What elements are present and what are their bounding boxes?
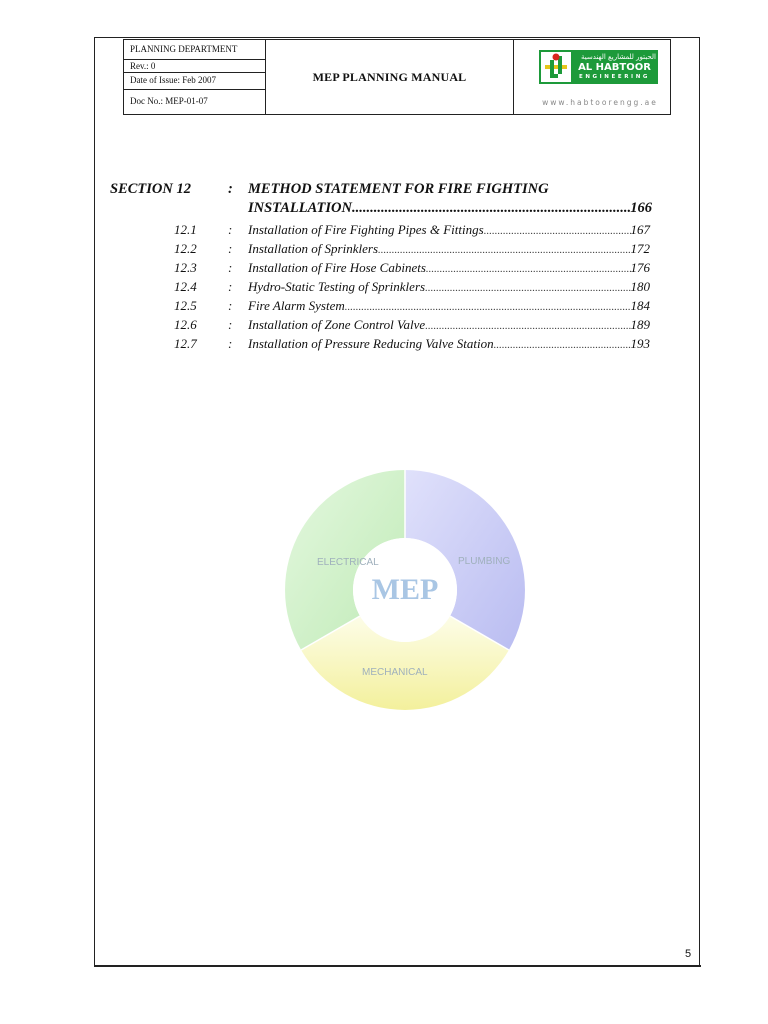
entry-colon: : <box>228 222 233 237</box>
logo-arabic-text: الحبتور للمشاريع الهندسية <box>580 53 656 61</box>
company-logo <box>514 40 670 114</box>
entry-colon: : <box>228 336 233 351</box>
label-mechanical: MECHANICAL <box>362 667 428 678</box>
entry-number: 12.5 <box>174 298 197 313</box>
document-header <box>123 39 671 115</box>
entry-number: 12.3 <box>174 260 197 275</box>
entry-page: 167 <box>630 222 650 237</box>
entry-colon: : <box>228 298 233 313</box>
entry-number: 12.6 <box>174 317 197 332</box>
toc-entry[interactable] <box>0 279 768 298</box>
entry-number: 12.2 <box>174 241 197 256</box>
toc-entry[interactable] <box>0 336 768 355</box>
header-info-block <box>124 40 266 114</box>
leader-dots <box>378 244 631 256</box>
entry-page: 176 <box>630 260 650 275</box>
entry-line <box>248 260 650 276</box>
leader-dots <box>484 225 631 237</box>
leader-dots <box>345 301 631 313</box>
entry-line <box>248 298 650 314</box>
entry-colon: : <box>228 279 233 294</box>
entry-line <box>248 241 650 257</box>
label-electrical: ELECTRICAL <box>317 557 379 568</box>
mep-ring-diagram <box>285 465 525 715</box>
entry-title: Installation of Fire Hose Cabinets <box>248 260 426 275</box>
entry-number: 12.7 <box>174 336 197 351</box>
entry-line <box>248 336 650 352</box>
entry-title: Installation of Pressure Reducing Valve Station <box>248 336 494 351</box>
section-colon: : <box>228 181 233 197</box>
entry-number: 12.4 <box>174 279 197 294</box>
section-page: 166 <box>630 200 652 216</box>
entry-page: 189 <box>630 317 650 332</box>
logo-mark-icon <box>541 52 571 82</box>
entry-line <box>248 279 650 295</box>
entry-title: Hydro-Static Testing of Sprinklers <box>248 279 426 294</box>
toc-entry[interactable] <box>0 317 768 336</box>
issue-date-label: Date of Issue: Feb 2007 <box>124 73 265 90</box>
entry-title: Installation of Sprinklers <box>248 241 378 256</box>
footer-rule <box>94 965 701 967</box>
manual-title: MEP PLANNING MANUAL <box>266 40 514 114</box>
entry-page: 172 <box>630 241 650 256</box>
leader-dots <box>494 339 631 351</box>
section-title-line2 <box>248 200 652 217</box>
entry-title: Fire Alarm System <box>248 298 345 313</box>
company-url: www.habtoorengg.ae <box>542 98 658 107</box>
entry-line <box>248 317 650 333</box>
label-mep-center: MEP <box>371 573 439 606</box>
entry-colon: : <box>228 260 233 275</box>
section-title-line1: METHOD STATEMENT FOR FIRE FIGHTING <box>248 181 549 197</box>
page-number: 5 <box>685 948 692 960</box>
label-plumbing: PLUMBING <box>458 556 511 567</box>
entry-colon: : <box>228 241 233 256</box>
logo-subtitle: ENGINEERING <box>578 74 651 80</box>
logo-company-name: AL HABTOOR <box>578 62 651 73</box>
toc-entry[interactable] <box>0 260 768 279</box>
leader-dots <box>426 263 631 275</box>
entry-number: 12.1 <box>174 222 197 237</box>
revision-label: Rev.: 0 <box>124 60 265 73</box>
leader-dots <box>352 200 630 217</box>
section-title-text: INSTALLATION <box>248 200 352 216</box>
entry-title: Installation of Zone Control Valve <box>248 317 426 332</box>
section-number: SECTION 12 <box>110 181 191 197</box>
entry-colon: : <box>228 317 233 332</box>
toc-entry[interactable] <box>0 222 768 241</box>
entry-page: 193 <box>630 336 650 351</box>
doc-number-label: Doc No.: MEP-01-07 <box>130 96 208 106</box>
entry-title: Installation of Fire Fighting Pipes & Fittings <box>248 222 484 237</box>
entry-line <box>248 222 650 238</box>
logo-banner <box>539 50 658 84</box>
entry-page: 184 <box>630 298 650 313</box>
leader-dots <box>425 320 630 332</box>
toc-entry[interactable] <box>0 241 768 260</box>
toc-entry[interactable] <box>0 298 768 317</box>
entry-page: 180 <box>630 279 650 294</box>
department-label: PLANNING DEPARTMENT <box>124 40 265 60</box>
leader-dots <box>425 282 630 294</box>
